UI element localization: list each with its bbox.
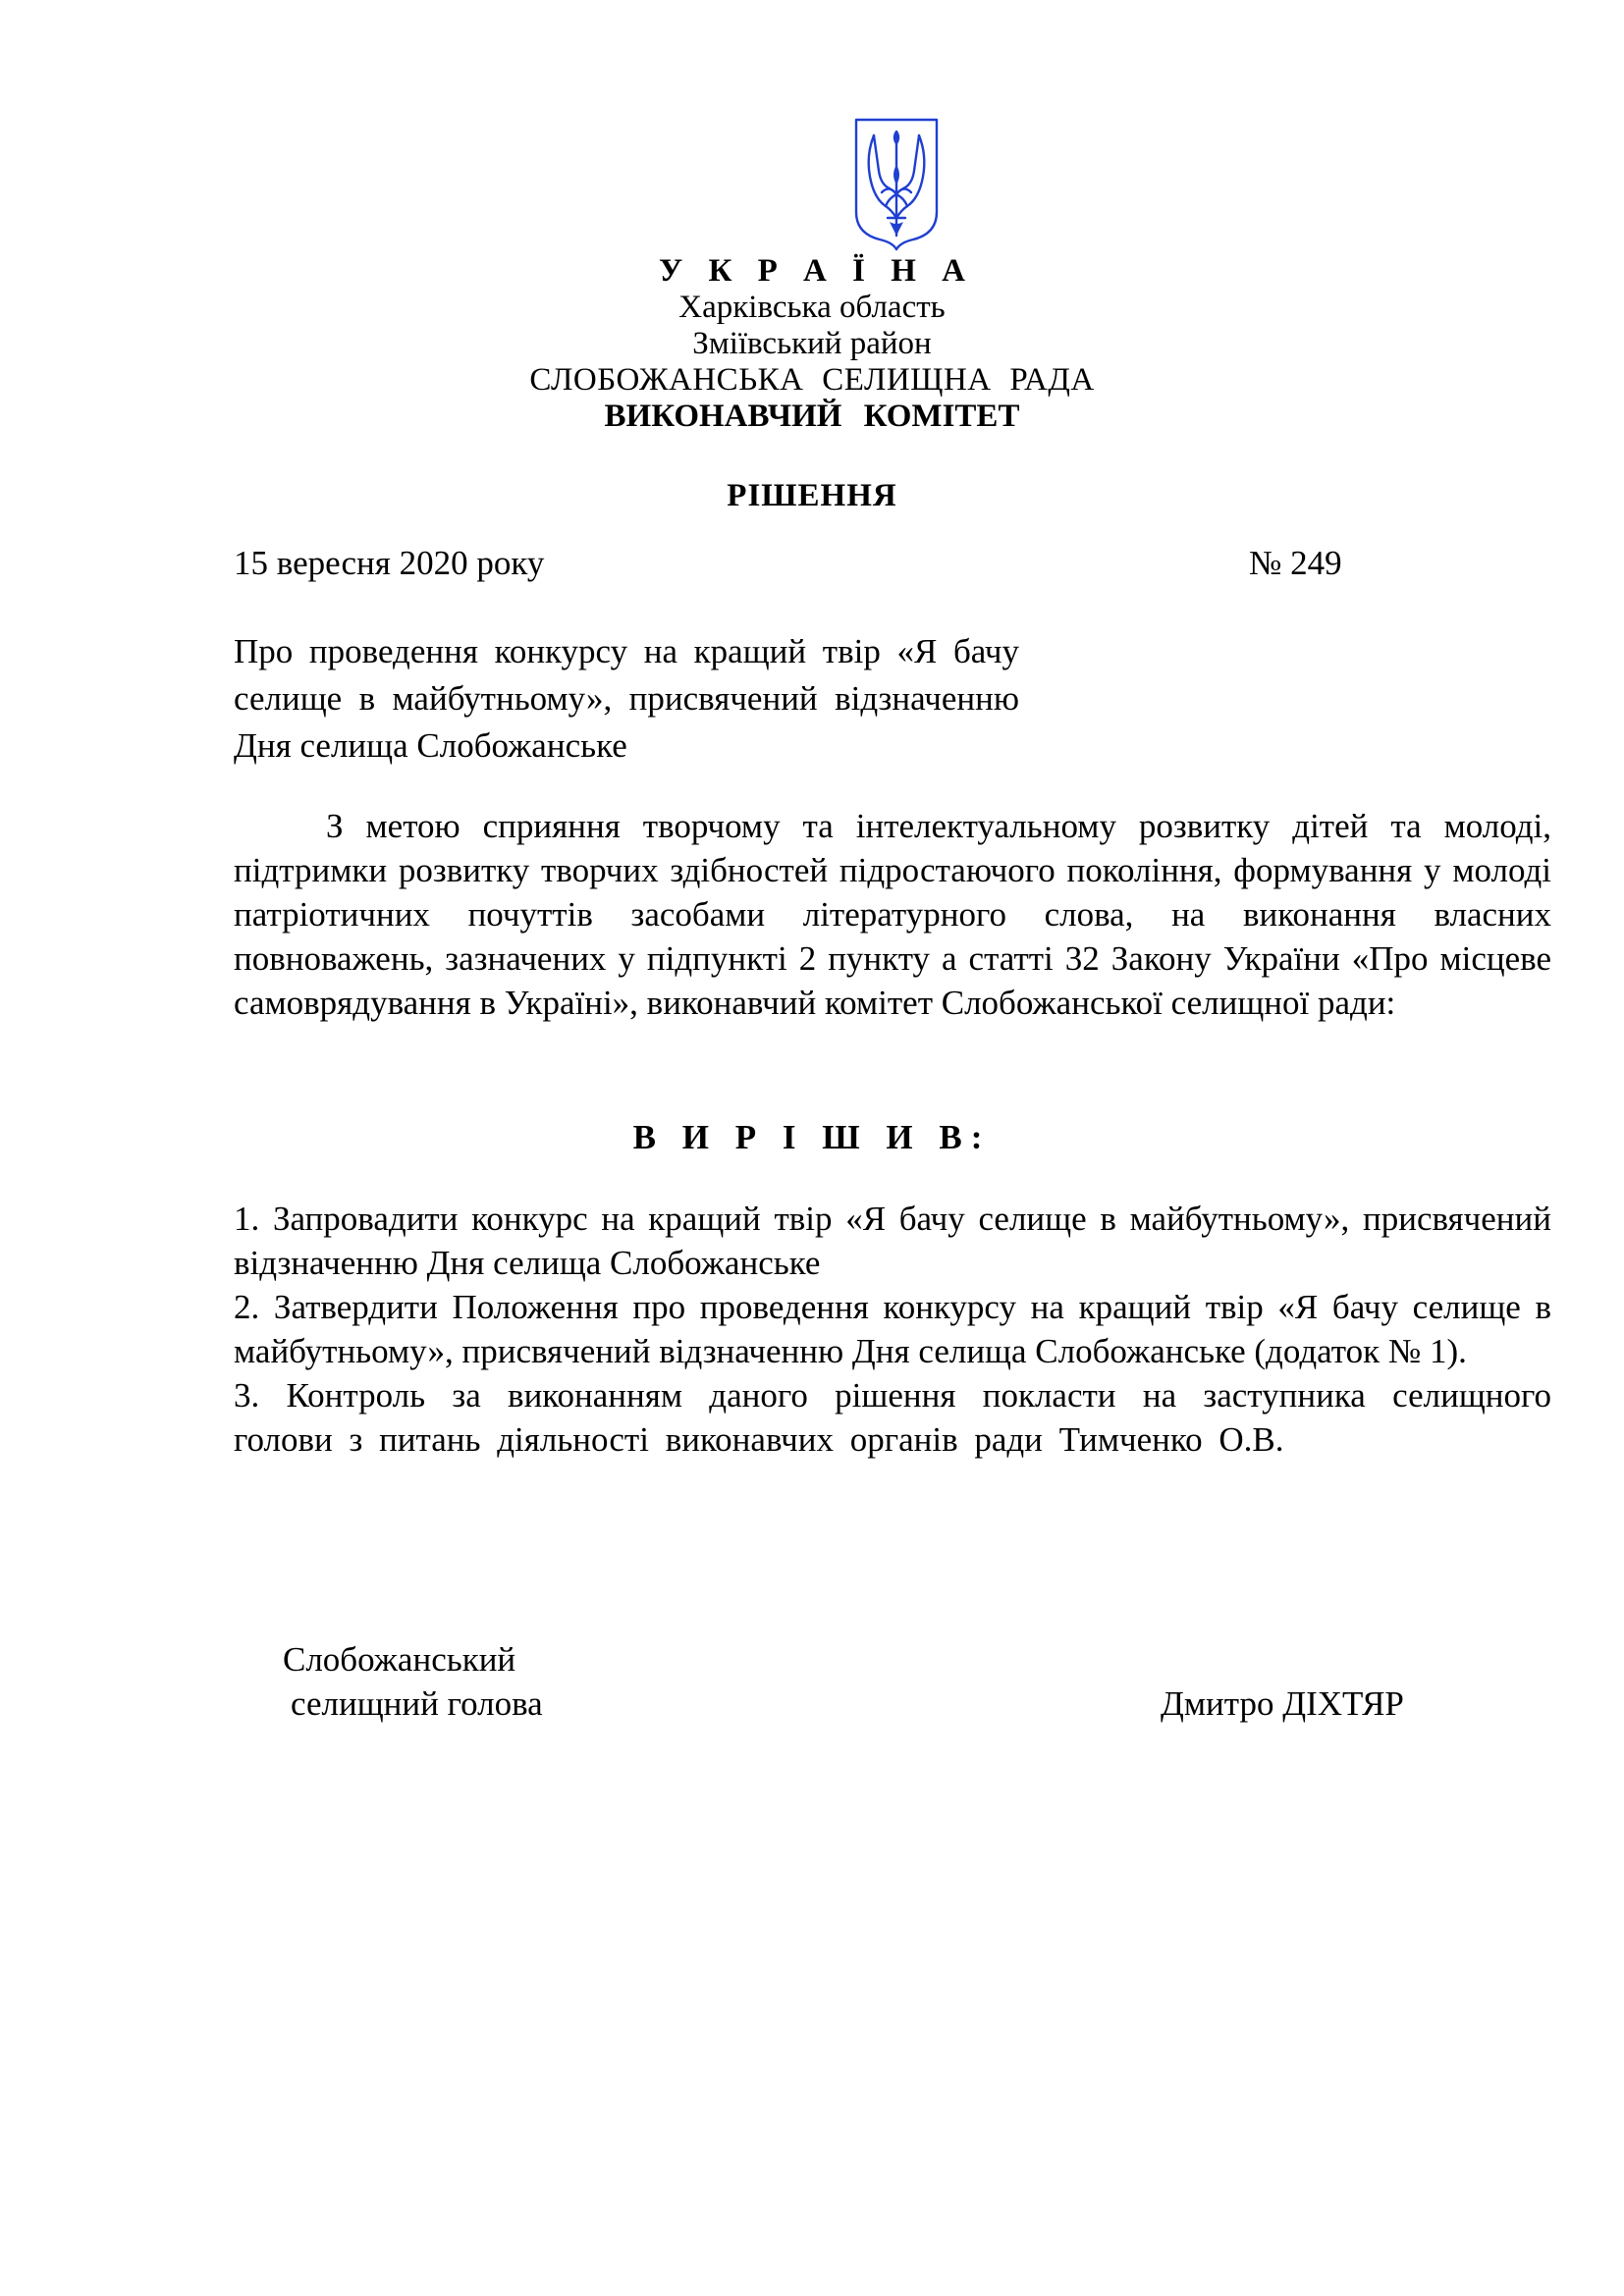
resolution-item-1: 1. Запровадити конкурс на кращий твір «Я бачу селище в майбутньому», присвячений відзначенню Дня селища Слобожанське xyxy=(234,1200,1551,1282)
signatory-name: Дмитро ДІХТЯР xyxy=(1161,1684,1404,1723)
district-name: Зміївський район xyxy=(692,326,932,361)
decision-subject: Про проведення конкурсу на кращий твір «Я бачу селище в майбутньому», присвячений відзначенню Дня селища Слобожанське xyxy=(234,632,1019,765)
resolution-item-3: 3. Контроль за виконанням даного рішення покласти на заступника селищного голови з питань діяльності виконавчих органів ради Тимченко О.В. xyxy=(234,1376,1551,1459)
decision-date: 15 вересня 2020 року xyxy=(234,544,545,582)
resolution-items xyxy=(234,1197,1551,1462)
document-type: РІШЕННЯ xyxy=(727,478,897,513)
signatory-title-line2: селищний голова xyxy=(291,1684,543,1723)
coat-of-arms-icon xyxy=(852,116,941,251)
decision-number: № 249 xyxy=(1249,544,1342,582)
country-name: У К Р А Ї Н А xyxy=(659,253,974,289)
council-name: СЛОБОЖАНСЬКА СЕЛИЩНА РАДА xyxy=(529,362,1095,398)
letterhead xyxy=(0,253,1624,435)
signatory-title-line1: Слобожанський xyxy=(283,1640,516,1679)
signatory-title xyxy=(283,1637,543,1726)
resolved-heading: В И Р І Ш И В: xyxy=(632,1118,992,1156)
committee-name: ВИКОНАВЧИЙ КОМІТЕТ xyxy=(604,399,1020,434)
region-name: Харківська область xyxy=(678,290,946,325)
resolution-item-2: 2. Затвердити Положення про проведення конкурсу на кращий твір «Я бачу селище в майбутньому», присвячений відзначенню Дня селища Слобожанське (додаток № 1). xyxy=(234,1288,1551,1370)
preamble-paragraph: З метою сприяння творчому та інтелектуальному розвитку дітей та молоді, підтримки розвитку творчих здібностей підростаючого покоління, формування у молоді патріотичних почуттів засобами літературного слова, на виконання власних повноважень, зазначених у підпункті 2 пункту а статті 32 Закону України «Про місцеве самоврядування в Україні», виконавчий комітет Слобожанської селищної ради: xyxy=(234,807,1551,1022)
